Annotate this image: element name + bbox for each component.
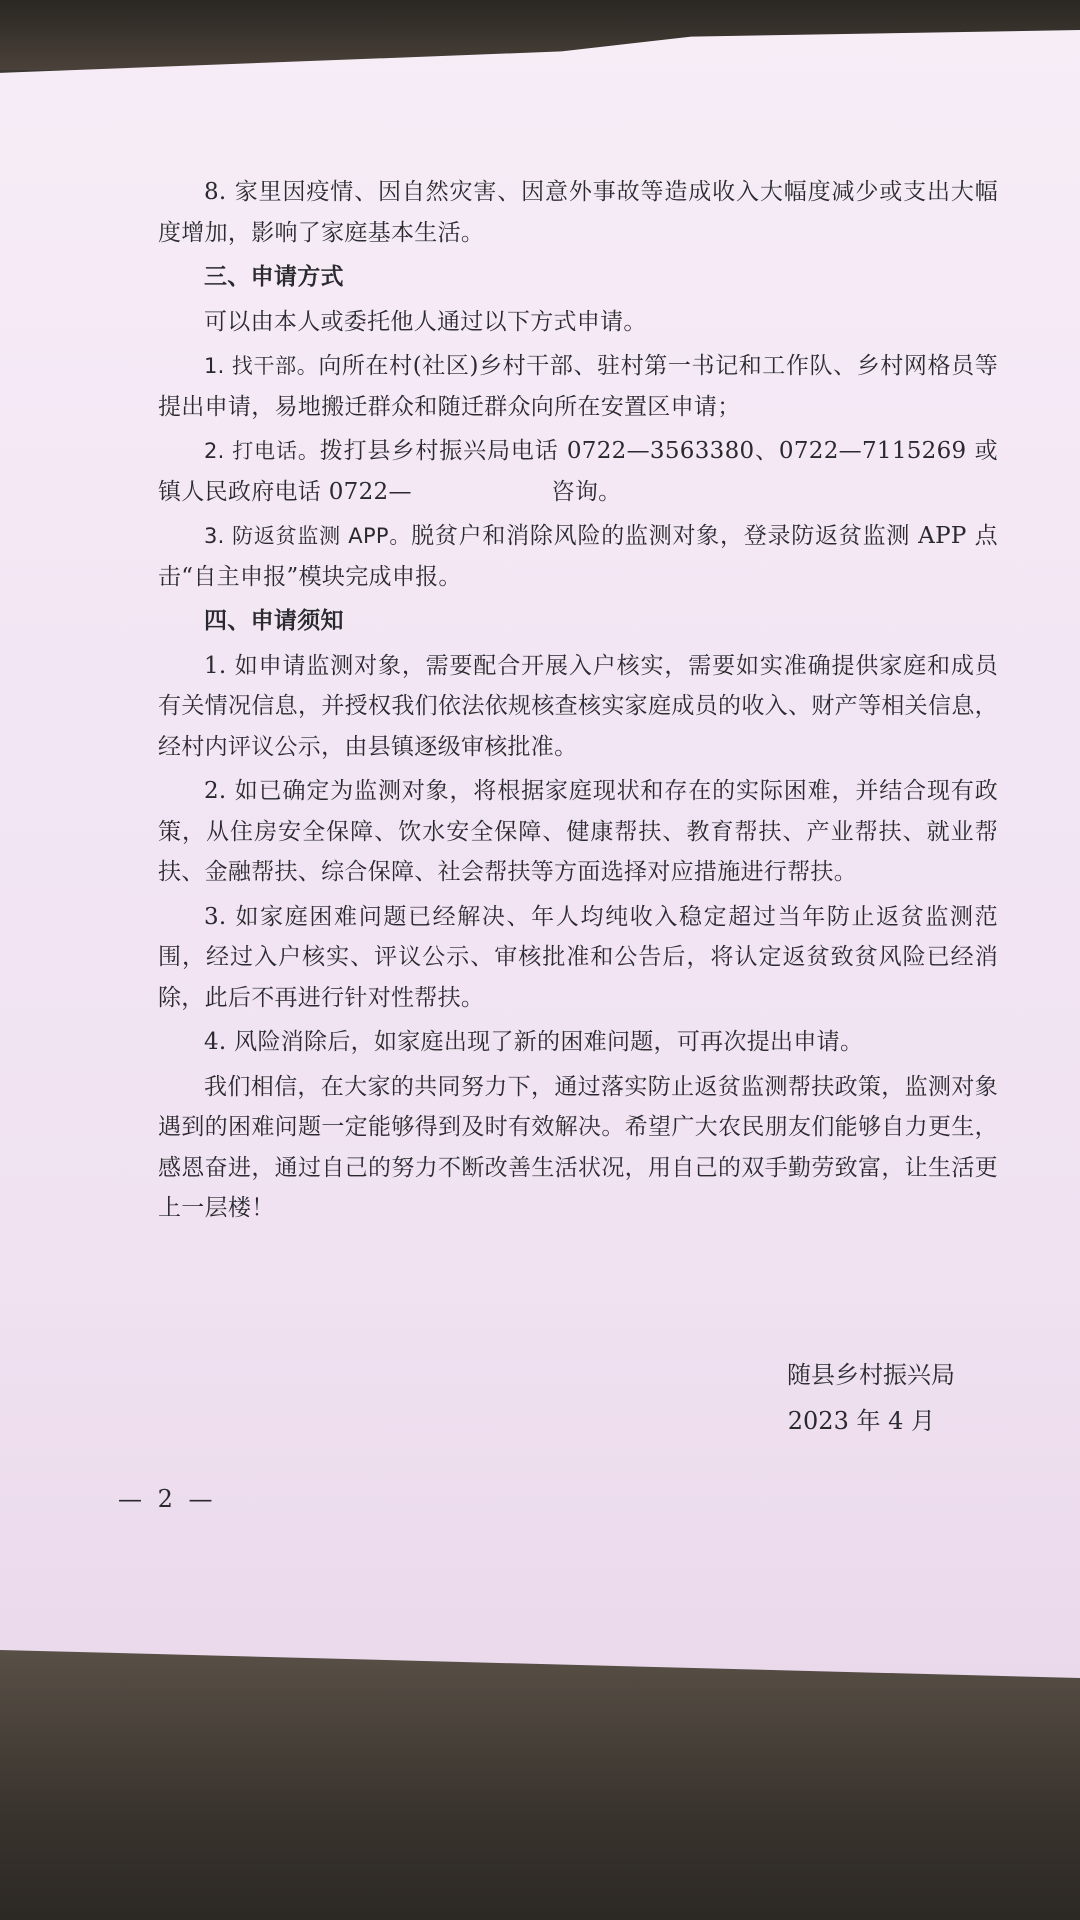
issue-date: 2023 年 4 月 <box>787 1407 935 1435</box>
body-paragraph: 8. 家里因疫情、因自然灾害、因意外事故等造成收入大幅度减少或支出大幅度增加，影响了家庭基本生活。 <box>158 179 998 246</box>
body-paragraph: 4. 风险消除后，如家庭出现了新的困难问题，可再次提出申请。 <box>204 1029 864 1055</box>
body-paragraph: 1. 如申请监测对象，需要配合开展入户核实，需要如实准确提供家庭和成员有关情况信息，并授权我们依法依规核查核实家庭成员的收入、财产等相关信息，经村内评议公示，由县镇逐级审核批准。 <box>158 652 998 760</box>
item-text: 脱贫户和消除风险的监测对象，登录防返贫监测 APP 点击“自主申报”模块完成申报。 <box>158 523 998 590</box>
body-paragraph: 2. 如已确定为监测对象，将根据家庭现状和存在的实际困难，并结合现有政策，从住房安全保障、饮水安全保障、健康帮扶、教育帮扶、产业帮扶、就业帮扶、金融帮扶、综合保障、社会帮扶等方面选择对应措施进行帮扶。 <box>158 778 998 885</box>
application-method-item <box>158 516 998 597</box>
application-method-item <box>158 431 998 512</box>
page-number: — 2 — <box>118 1485 217 1513</box>
body-paragraph: 我们相信，在大家的共同努力下，通过落实防止返贫监测帮扶政策，监测对象遇到的困难问题一定能够得到及时有效解决。希望广大农民朋友们能够自力更生，感恩奋进，通过自己的努力不断改善生活状况，用自己的双手勤劳致富，让生活更上一层楼！ <box>158 1073 998 1221</box>
item-label: 3. 防返贫监测 APP。 <box>204 524 412 548</box>
section-heading: 三、申请方式 <box>204 263 344 290</box>
item-text: 向所在村(社区)乡村干部、驻村第一书记和工作队、乡村网格员等提出申请，易地搬迁群众和随迁群众向所在安置区申请； <box>158 353 999 420</box>
body-paragraph: 可以由本人或委托他人通过以下方式申请。 <box>204 308 647 335</box>
document-body <box>158 172 998 1233</box>
background-floor <box>0 1640 1080 1920</box>
item-label: 2. 打电话。 <box>204 439 320 463</box>
item-text: 拨打县乡村振兴局电话 0722—3563380、0722—7115269 或镇人民政府电话 0722— 咨询。 <box>158 438 998 505</box>
section-heading: 四、申请须知 <box>204 607 344 634</box>
issuing-organization: 随县乡村振兴局 <box>787 1361 955 1389</box>
body-paragraph: 3. 如家庭困难问题已经解决、年人均纯收入稳定超过当年防止返贫监测范围，经过入户核实、评议公示、审核批准和公告后，将认定返贫致贫风险已经消除，此后不再进行针对性帮扶。 <box>158 903 998 1011</box>
item-label: 1. 找干部。 <box>204 354 319 378</box>
application-method-item <box>158 346 998 427</box>
signature-block <box>787 1352 955 1444</box>
